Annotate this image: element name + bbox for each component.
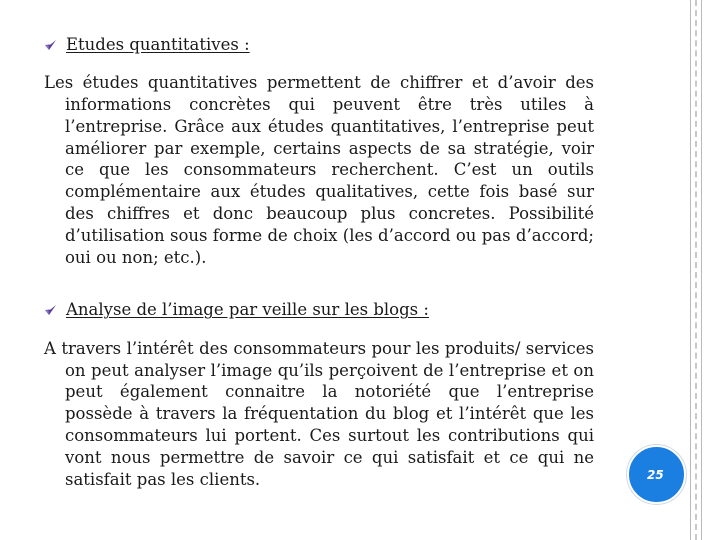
slide-body: [44, 34, 594, 507]
checkmark-bullet-icon: [44, 304, 57, 316]
page-number: 25: [647, 467, 664, 482]
section-heading: [44, 299, 594, 321]
section-etudes-quantitatives: [44, 34, 594, 268]
right-decorative-border: [690, 0, 702, 540]
section-analyse-image: [44, 299, 594, 490]
section-paragraph: A travers l’intérêt des consommateurs pour les produits/ services on peut analyser l’image qu’ils perçoivent de l’entreprise et on peut également connaitre la notoriété que l’entreprise possède à travers la fréquentation du blog et l’intérêt que les consommateurs lui portent. Ces surtout les contributions qui vont nous permettre de savoir ce qui satisfait et ce qui ne satisfait pas les clients.: [44, 338, 594, 489]
page-number-badge: [627, 445, 686, 504]
section-heading-text: Analyse de l’image par veille sur les blogs :: [66, 300, 429, 320]
section-paragraph: Les études quantitatives permettent de chiffrer et d’avoir des informations concrètes qui peuvent être très utiles à l’entreprise. Grâce aux études quantitatives, l’entreprise peut améliorer par exemple, certains aspects de sa stratégie, voir ce que les consommateurs recherchent. C’est un outils complémentaire aux études qualitatives, cette fois basé sur des chiffres et donc beaucoup plus concretes. Possibilité d’utilisation sous forme de choix (les d’accord ou pas d’accord; oui ou non; etc.).: [44, 73, 594, 267]
section-heading: [44, 34, 594, 56]
checkmark-bullet-icon: [44, 39, 57, 51]
section-heading-text: Etudes quantitatives :: [66, 35, 250, 54]
